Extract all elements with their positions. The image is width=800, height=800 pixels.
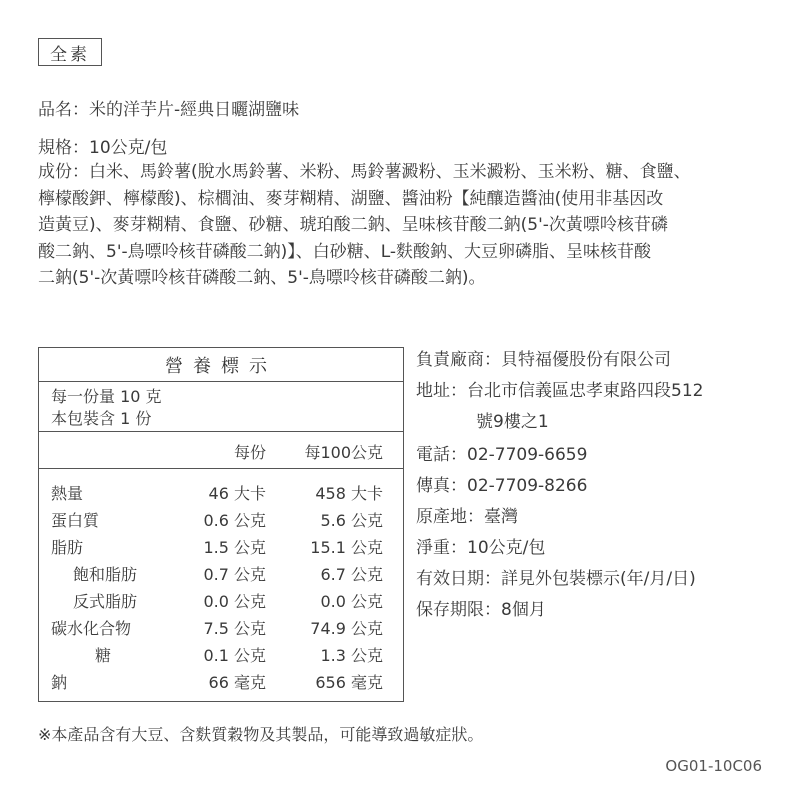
- allergen-warning: ※本產品含有大豆、含麩質穀物及其製品，可能導致過敏症狀。: [38, 725, 484, 744]
- fax: 傳真：02-7709-8266: [416, 476, 588, 496]
- per-serving-value: 7.5 公克: [203, 619, 266, 638]
- nutrition-row: [39, 641, 403, 668]
- nutrition-serving: [39, 382, 403, 432]
- nutrient-label: 脂肪: [51, 538, 84, 557]
- product-name: 品名：米的洋芋片-經典日曬湖鹽味: [38, 100, 300, 120]
- ingredients: [38, 159, 768, 292]
- col-per-100g: 每100公克: [304, 443, 383, 462]
- nutrient-label: 碳水化合物: [51, 619, 132, 638]
- nutrient-label: 蛋白質: [51, 511, 100, 530]
- nutrient-label: 鈉: [51, 673, 68, 692]
- phone: 電話：02-7709-6659: [416, 445, 588, 465]
- product-spec: 規格：10公克/包: [38, 138, 168, 158]
- ingredients-line: 造黃豆)、麥芽糊精、食鹽、砂糖、琥珀酸二鈉、呈味核苷酸二鈉(5'-次黃嘌呤核苷磷: [38, 215, 668, 235]
- ingredients-line: 檸檬酸鉀、檸檬酸)、棕櫚油、麥芽糊精、湖鹽、醬油粉【純釀造醬油(使用非基因改: [38, 188, 664, 209]
- nutrition-row: [39, 668, 403, 695]
- nutrition-row: [39, 560, 403, 587]
- per-100g-value: 1.3 公克: [320, 646, 383, 665]
- per-100g-value: 5.6 公克: [320, 511, 383, 530]
- per-serving-value: 0.7 公克: [203, 565, 266, 584]
- address: 地址：台北市信義區忠孝東路四段512: [416, 381, 704, 401]
- per-serving-value: 0.1 公克: [203, 646, 266, 665]
- per-serving-value: 66 毫克: [208, 673, 266, 692]
- address-line-2: 號9樓之1: [476, 412, 549, 432]
- nutrient-label: 熱量: [51, 484, 84, 503]
- nutrition-header: [39, 432, 403, 469]
- nutrient-label: 飽和脂肪: [73, 565, 138, 584]
- col-per-serving: 每份: [233, 443, 266, 462]
- per-100g-value: 15.1 公克: [310, 538, 383, 557]
- nutrient-label: 糖: [95, 646, 112, 665]
- manufacturer: 負責廠商：貝特福優股份有限公司: [416, 350, 671, 370]
- per-serving-value: 0.6 公克: [203, 511, 266, 530]
- vegan-badge: 全素: [38, 38, 102, 66]
- nutrition-row: [39, 587, 403, 614]
- nutrient-label: 反式脂肪: [73, 592, 138, 611]
- nutrition-title: 營養標示: [39, 348, 403, 382]
- per-serving-value: 1.5 公克: [203, 538, 266, 557]
- shelf-life: 保存期限：8個月: [416, 600, 546, 620]
- per-100g-value: 458 大卡: [315, 484, 383, 503]
- serving-size: 每一份量 10 克: [51, 387, 162, 406]
- product-code: OG01-10C06: [665, 757, 762, 775]
- nutrition-row: [39, 479, 403, 506]
- nutrition-row: [39, 506, 403, 533]
- per-100g-value: 656 毫克: [315, 673, 383, 692]
- net-weight: 淨重：10公克/包: [416, 538, 546, 558]
- per-serving-value: 0.0 公克: [203, 592, 266, 611]
- expiry-date: 有效日期：詳見外包裝標示(年/月/日): [416, 569, 696, 589]
- origin: 原產地：臺灣: [416, 507, 518, 527]
- servings-per-pack: 本包裝含 1 份: [51, 409, 152, 428]
- ingredients-line: 成份：白米、馬鈴薯(脫水馬鈴薯、米粉、馬鈴薯澱粉、玉米澱粉、玉米粉、糖、食鹽、: [38, 162, 691, 182]
- nutrition-row: [39, 533, 403, 560]
- nutrition-row: [39, 614, 403, 641]
- per-100g-value: 0.0 公克: [320, 592, 383, 611]
- nutrition-rows: [39, 469, 403, 695]
- ingredients-line: 二鈉(5'-次黃嘌呤核苷磷酸二鈉、5'-鳥嘌呤核苷磷酸二鈉)。: [38, 268, 486, 288]
- per-serving-value: 46 大卡: [208, 484, 266, 503]
- nutrition-table: [38, 347, 404, 702]
- per-100g-value: 6.7 公克: [320, 565, 383, 584]
- per-100g-value: 74.9 公克: [310, 619, 383, 638]
- ingredients-line: 酸二鈉、5'-鳥嘌呤核苷磷酸二鈉)】、白砂糖、L-麩酸鈉、大豆卵磷脂、呈味核苷酸: [38, 241, 652, 262]
